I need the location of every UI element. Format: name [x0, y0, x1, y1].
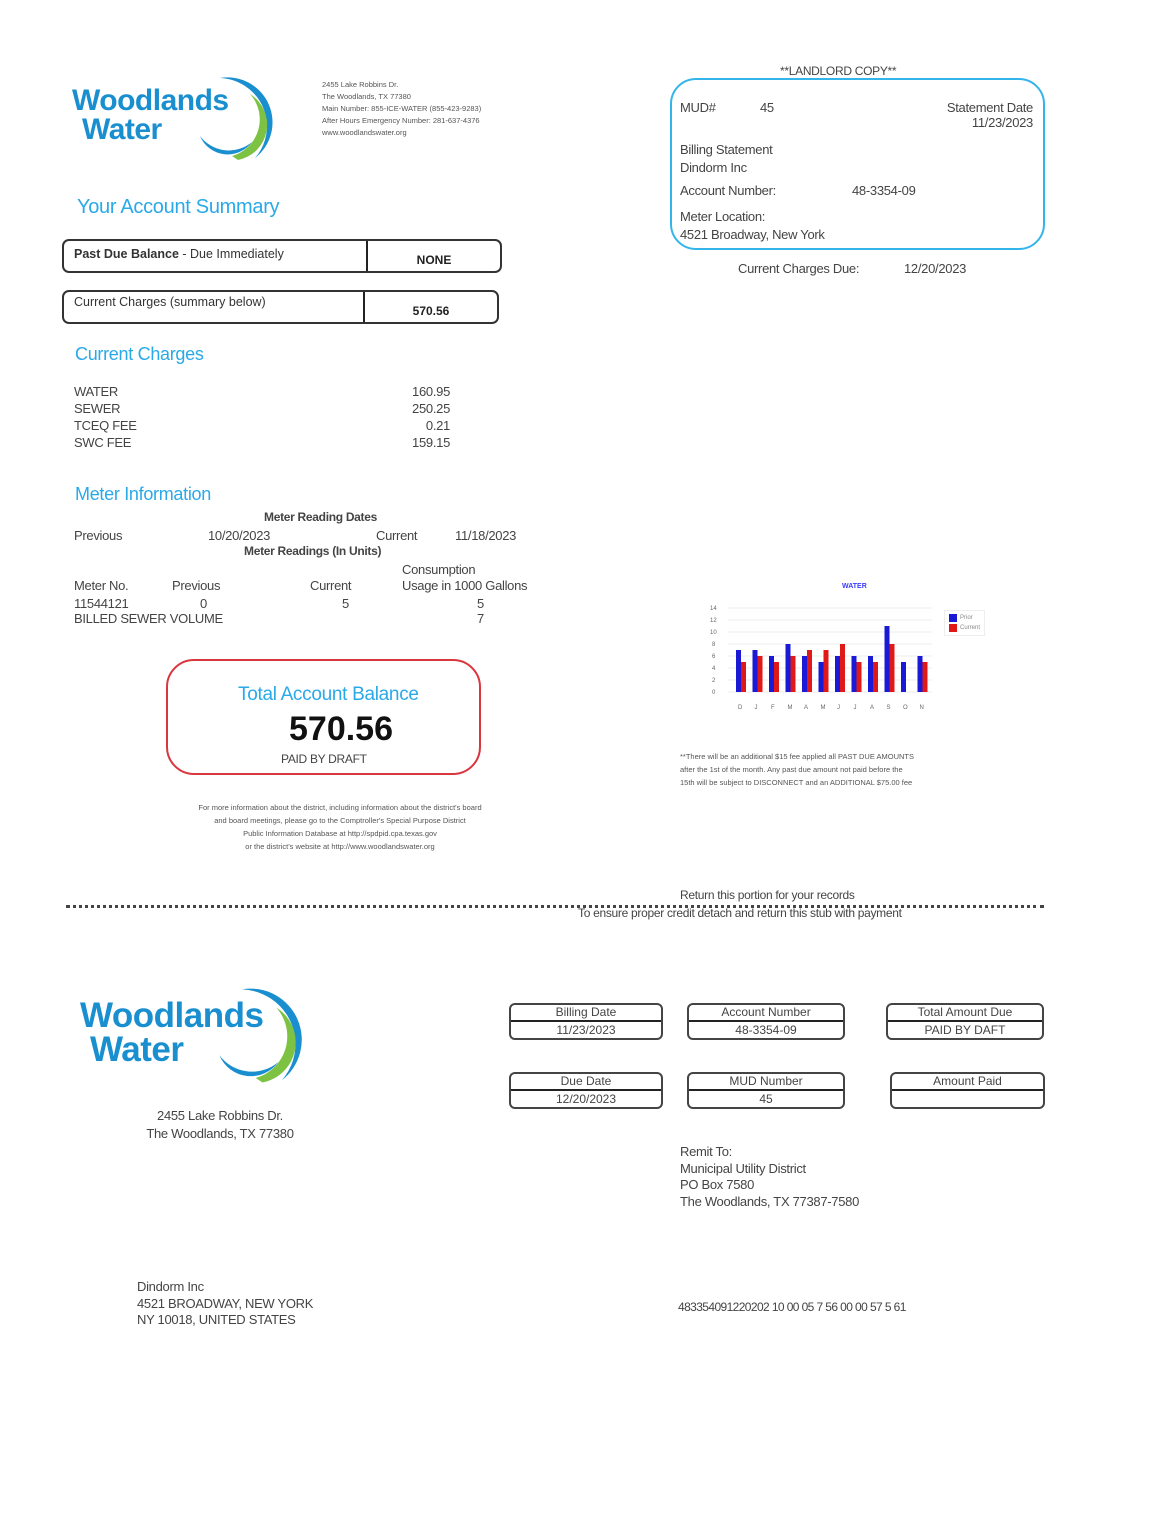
bar-current	[923, 662, 928, 692]
charge-label: TCEQ FEE	[74, 418, 137, 433]
svg-text:D: D	[738, 705, 743, 711]
water-swirl-logo-icon	[190, 66, 300, 166]
bar-current	[774, 662, 779, 692]
bar-current	[807, 650, 812, 692]
landlord-copy-title: **LANDLORD COPY**	[780, 64, 897, 78]
payment-scanline: 483354091220202 10 00 05 7 56 00 00 57 5 61	[678, 1300, 906, 1314]
bar-prior	[786, 644, 791, 692]
svg-text:A: A	[804, 705, 809, 711]
bar-prior	[868, 656, 873, 692]
bar-current	[741, 662, 746, 692]
charges-list	[74, 384, 450, 452]
col-consumption: Consumption	[402, 562, 476, 577]
legend-current: Current	[949, 623, 980, 633]
billing-date-box: Billing Date 11/23/2023	[509, 1003, 663, 1040]
bar-current	[791, 656, 796, 692]
billed-sewer-label: BILLED SEWER VOLUME	[74, 611, 223, 626]
svg-text:F: F	[771, 705, 775, 711]
svg-text:6: 6	[712, 654, 716, 660]
emergency-number: After Hours Emergency Number: 281-637-4376	[322, 116, 480, 125]
svg-text:A: A	[870, 705, 875, 711]
return-records-note: Return this portion for your records	[680, 888, 855, 902]
meter-current: 5	[342, 596, 349, 611]
current-charges-summary-value: 570.56	[363, 292, 497, 322]
stub-logo-line1: Woodlands	[80, 996, 264, 1035]
total-amount-due-box: Total Amount Due PAID BY DAFT	[886, 1003, 1044, 1040]
past-due-value: NONE	[366, 241, 500, 271]
usage-chart	[700, 578, 1000, 718]
due-date-box: Due Date 12/20/2023	[509, 1072, 663, 1109]
readings-heading: Meter Readings (In Units)	[244, 544, 382, 558]
company-logo	[70, 66, 295, 166]
svg-text:14: 14	[710, 606, 717, 612]
meter-number: 11544121	[74, 596, 129, 611]
svg-text:S: S	[886, 705, 891, 711]
website-link[interactable]: www.woodlandswater.org	[322, 128, 407, 137]
address-line-2: The Woodlands, TX 77380	[322, 92, 411, 101]
meter-location: 4521 Broadway, New York	[680, 227, 825, 242]
account-number-box: Account Number 48-3354-09	[687, 1003, 845, 1040]
customer-name: Dindorm Inc	[680, 160, 747, 175]
mud-number-box: MUD Number 45	[687, 1072, 845, 1109]
bar-current	[840, 644, 845, 692]
legend-prior: Prior	[949, 613, 980, 623]
past-due-sublabel: - Due Immediately	[178, 247, 284, 261]
meter-location-label: Meter Location:	[680, 209, 766, 224]
col-usage: Usage in 1000 Gallons	[402, 578, 528, 593]
svg-text:J: J	[837, 705, 840, 711]
svg-text:O: O	[903, 705, 908, 711]
bar-prior	[819, 662, 824, 692]
svg-text:0: 0	[712, 690, 716, 696]
current-charges-due-date: 12/20/2023	[904, 261, 967, 276]
bar-prior	[835, 656, 840, 692]
previous-label: Previous	[74, 528, 123, 543]
col-meter-no: Meter No.	[74, 578, 129, 593]
logo-line1: Woodlands	[72, 84, 229, 117]
charge-row	[74, 418, 450, 435]
meter-previous: 0	[200, 596, 207, 611]
main-number: Main Number: 855-ICE-WATER (855-423-9283)	[322, 104, 482, 113]
bar-current	[857, 662, 862, 692]
account-number-label: Account Number:	[680, 183, 776, 198]
reading-dates-heading: Meter Reading Dates	[264, 510, 377, 524]
bar-prior	[885, 626, 890, 692]
stub-logo-line2: Water	[90, 1030, 184, 1070]
payment-status: PAID BY DRAFT	[281, 752, 367, 766]
bar-chart	[700, 578, 1000, 718]
svg-text:8: 8	[712, 642, 716, 648]
svg-text:J: J	[853, 705, 857, 711]
bar-current	[890, 644, 895, 692]
bar-prior	[802, 656, 807, 692]
past-due-label: Past Due Balance	[74, 247, 179, 261]
svg-text:M: M	[820, 705, 826, 711]
total-balance-label: Total Account Balance	[238, 684, 419, 705]
bar-current	[873, 662, 878, 692]
svg-text:10: 10	[710, 630, 717, 636]
statement-date: 11/23/2023	[971, 115, 1033, 130]
bar-prior	[769, 656, 774, 692]
previous-date: 10/20/2023	[208, 528, 271, 543]
late-fee-note: **There will be an additional $15 fee applied all PAST DUE AMOUNTS after the 1st of the month. Any past due amount not paid before the 15th will be subject to DISCONNECT and an ADDITIONAL $75.00 fee	[680, 752, 915, 787]
amount-paid-field[interactable]	[892, 1091, 1043, 1107]
past-due-row	[62, 239, 502, 273]
mud-label: MUD#	[680, 100, 716, 115]
bar-prior	[901, 662, 906, 692]
svg-text:M: M	[787, 705, 793, 711]
charge-amount: 159.15	[412, 435, 450, 450]
statement-date-label: Statement Date	[946, 100, 1033, 115]
account-number: 48-3354-09	[852, 183, 916, 198]
svg-text:4: 4	[712, 666, 716, 672]
logo-line2: Water	[82, 113, 162, 147]
current-charges-summary-label: Current Charges (summary below)	[74, 295, 266, 309]
svg-text:12: 12	[710, 618, 717, 624]
district-info-note: For more information about the district, including information about the district's board and board meetings, please go to the Comptroller's Special Purpose District Public Information Database at http://spdpid.cpa.texas.gov or the district's website at http://www.woodlandswater.org	[198, 803, 482, 851]
bar-prior	[753, 650, 758, 692]
charge-row	[74, 401, 450, 418]
charge-label: SEWER	[74, 401, 121, 416]
current-label: Current	[376, 528, 418, 543]
svg-text:N: N	[919, 705, 924, 711]
total-balance-amount: 570.56	[289, 710, 393, 748]
bar-prior	[736, 650, 741, 692]
stub-logo	[78, 975, 338, 1090]
address-line-1: 2455 Lake Robbins Dr.	[322, 80, 399, 89]
billing-statement-label: Billing Statement	[680, 142, 773, 157]
current-charges-heading: Current Charges	[75, 344, 204, 364]
stub-address: 2455 Lake Robbins Dr. The Woodlands, TX 77380	[146, 1108, 294, 1141]
remit-to-address: Remit To: Municipal Utility District PO Box 7580 The Woodlands, TX 77387-7580	[680, 1144, 860, 1209]
account-summary-heading: Your Account Summary	[77, 196, 280, 218]
current-charges-due-label: Current Charges Due:	[738, 261, 860, 276]
col-current: Current	[310, 578, 352, 593]
detach-note: To ensure proper credit detach and return this stub with payment	[578, 906, 902, 920]
charge-amount: 160.95	[412, 384, 450, 399]
current-date: 11/18/2023	[455, 528, 517, 543]
billed-sewer-value: 7	[477, 611, 484, 626]
svg-text:2: 2	[712, 678, 716, 684]
charge-label: WATER	[74, 384, 118, 399]
meter-usage: 5	[477, 596, 484, 611]
bar-prior	[852, 656, 857, 692]
customer-address: Dindorm Inc 4521 BROADWAY, NEW YORK NY 10018, UNITED STATES	[137, 1279, 314, 1327]
chart-title: WATER	[842, 583, 867, 590]
charge-row	[74, 384, 450, 401]
bar-prior	[918, 656, 923, 692]
charge-row	[74, 435, 450, 452]
col-previous: Previous	[172, 578, 221, 593]
charge-label: SWC FEE	[74, 435, 132, 450]
chart-legend	[944, 610, 985, 636]
current-charges-row	[62, 290, 499, 324]
bar-current	[824, 650, 829, 692]
charge-amount: 0.21	[425, 418, 450, 433]
company-contact	[322, 79, 562, 139]
bar-current	[758, 656, 763, 692]
svg-text:J: J	[754, 705, 758, 711]
amount-paid-box[interactable]: Amount Paid	[890, 1072, 1045, 1109]
meter-info-heading: Meter Information	[75, 484, 211, 504]
charge-amount: 250.25	[412, 401, 450, 416]
water-swirl-logo-icon	[208, 975, 333, 1090]
mud-value: 45	[760, 100, 774, 115]
